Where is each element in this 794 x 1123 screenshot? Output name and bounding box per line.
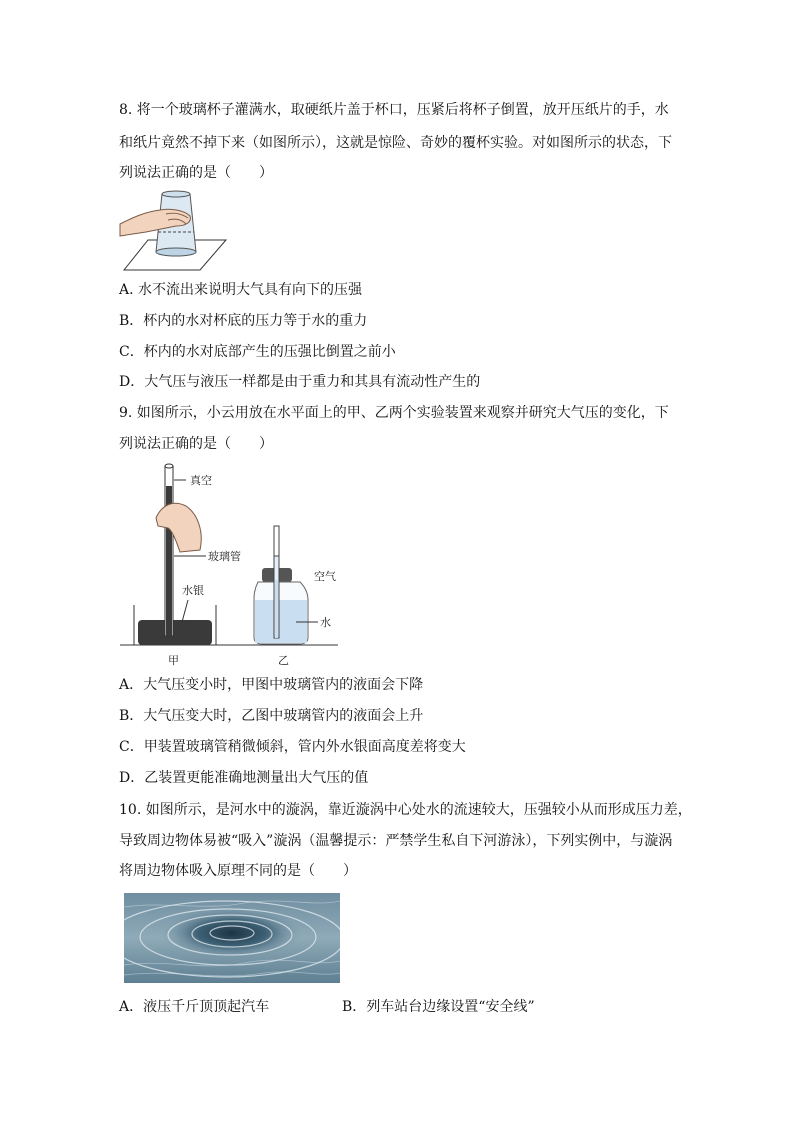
q10-stem-line-2: 导致周边物体易被“吸入”漩涡（温馨提示：严禁学生私自下河游泳），下列实例中，与漩涡 bbox=[119, 833, 673, 849]
barometer-experiment-figure bbox=[118, 460, 348, 670]
label-glass-tube: 玻璃管 bbox=[208, 550, 241, 563]
label-yi: 乙 bbox=[278, 654, 289, 667]
q9-stem-line-2: 列说法正确的是（ ） bbox=[119, 436, 273, 452]
q9-option-b[interactable]: B．大气压变大时，乙图中玻璃管内的液面会上升 bbox=[119, 708, 424, 724]
q9-option-d[interactable]: D．乙装置更能准确地测量出大气压的值 bbox=[119, 770, 369, 786]
label-air: 空气 bbox=[314, 570, 336, 583]
label-jia: 甲 bbox=[168, 654, 179, 667]
q8-stem-line-2: 和纸片竟然不掉下来（如图所示），这就是惊险、奇妙的覆杯实验。对如图所示的状态，下 bbox=[119, 135, 672, 151]
q8-stem-line-1: 8. 将一个玻璃杯子灌满水，取硬纸片盖于杯口，压紧后将杯子倒置，放开压纸片的手，水 bbox=[119, 102, 669, 118]
q9-option-c[interactable]: C．甲装置玻璃管稍微倾斜，管内外水银面高度差将变大 bbox=[119, 739, 466, 755]
q8-option-c[interactable]: C．杯内的水对底部产生的压强比倒置之前小 bbox=[119, 344, 396, 360]
overturned-cup-figure bbox=[118, 188, 230, 272]
q10-option-a[interactable]: A．液压千斤顶顶起汽车 bbox=[119, 999, 270, 1015]
label-vacuum: 真空 bbox=[190, 474, 212, 487]
q9-option-a[interactable]: A．大气压变小时，甲图中玻璃管内的液面会下降 bbox=[119, 677, 424, 693]
whirlpool-photo bbox=[124, 893, 340, 983]
q10-stem-line-1: 10. 如图所示，是河水中的漩涡，靠近漩涡中心处水的流速较大，压强较小从而形成压力差， bbox=[119, 802, 692, 818]
q8-option-d[interactable]: D．大气压与液压一样都是由于重力和其具有流动性产生的 bbox=[119, 374, 481, 390]
q8-option-b[interactable]: B．杯内的水对杯底的压力等于水的重力 bbox=[119, 313, 368, 329]
label-mercury: 水银 bbox=[182, 584, 204, 597]
label-water: 水 bbox=[320, 616, 331, 629]
q8-option-a[interactable]: A. 水不流出来说明大气具有向下的压强 bbox=[119, 282, 363, 298]
q9-stem-line-1: 9. 如图所示，小云用放在水平面上的甲、乙两个实验装置来观察并研究大气压的变化，下 bbox=[119, 405, 669, 421]
q10-stem-line-3: 将周边物体吸入原理不同的是（ ） bbox=[119, 863, 357, 879]
q8-stem-line-3: 列说法正确的是（ ） bbox=[119, 165, 273, 181]
q10-option-b[interactable]: B．列车站台边缘设置“安全线” bbox=[342, 999, 535, 1015]
